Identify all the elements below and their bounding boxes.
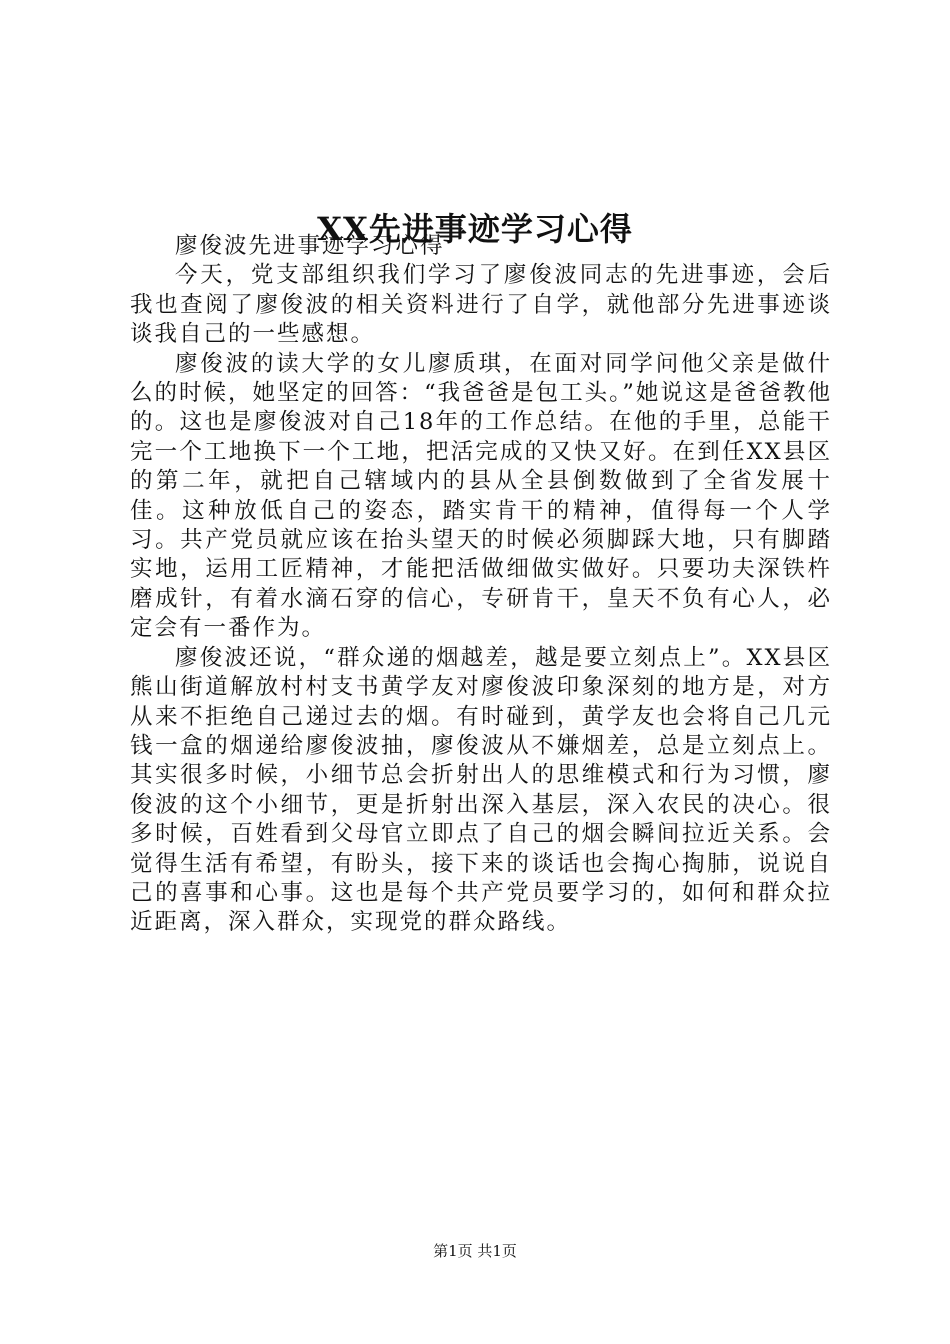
page-title: XX先进事迹学习心得 bbox=[317, 210, 633, 249]
document-body bbox=[130, 232, 832, 938]
paragraph-1: 今天，党支部组织我们学习了廖俊波同志的先进事迹，会后我也查阅了廖俊波的相关资料进行了自学，就他部分先进事迹谈谈我自己的一些感想。 bbox=[130, 262, 832, 348]
paragraph-3: 廖俊波还说，“群众递的烟越差，越是要立刻点上”。XX县区熊山街道解放村村支书黄学友对廖俊波印象深刻的地方是，对方从来不拒绝自己递过去的烟。有时碰到，黄学友也会将自己几元钱一盒的烟递给廖俊波抽，廖俊波从不嫌烟差，总是立刻点上。其实很多时候，小细节总会折射出人的思维模式和行为习惯，廖俊波的这个小细节，更是折射出深入基层，深入农民的决心。很多时候，百姓看到父母官立即点了自己的烟会瞬间拉近关系。会觉得生活有希望，有盼头，接下来的谈话也会掏心掏肺，说说自己的喜事和心事。这也是每个共产党员要学习的，如何和群众拉近距离，深入群众，实现党的群众路线。 bbox=[130, 644, 832, 936]
document-subtitle: 廖俊波先进事迹学习心得 bbox=[175, 233, 445, 259]
page-number-footer: 第1页 共1页 bbox=[433, 1242, 517, 1260]
paragraph-2: 廖俊波的读大学的女儿廖质琪，在面对同学问他父亲是做什么的时候，她坚定的回答：“我爸爸是包工头。”她说这是爸爸教他的。这也是廖俊波对自己18年的工作总结。在他的手里，总能干完一个工地换下一个工地，把活完成的又快又好。在到任XX县区的第二年，就把自己辖域内的县从全县倒数做到了全省发展十佳。这种放低自己的姿态，踏实肯干的精神，值得每一个人学习。共产党员就应该在抬头望天的时候必须脚踩大地，只有脚踏实地，运用工匠精神，才能把活做细做实做好。只要功夫深铁杵磨成针，有着水滴石穿的信心，专研肯干，皇天不负有心人，必定会有一番作为。 bbox=[130, 350, 832, 642]
